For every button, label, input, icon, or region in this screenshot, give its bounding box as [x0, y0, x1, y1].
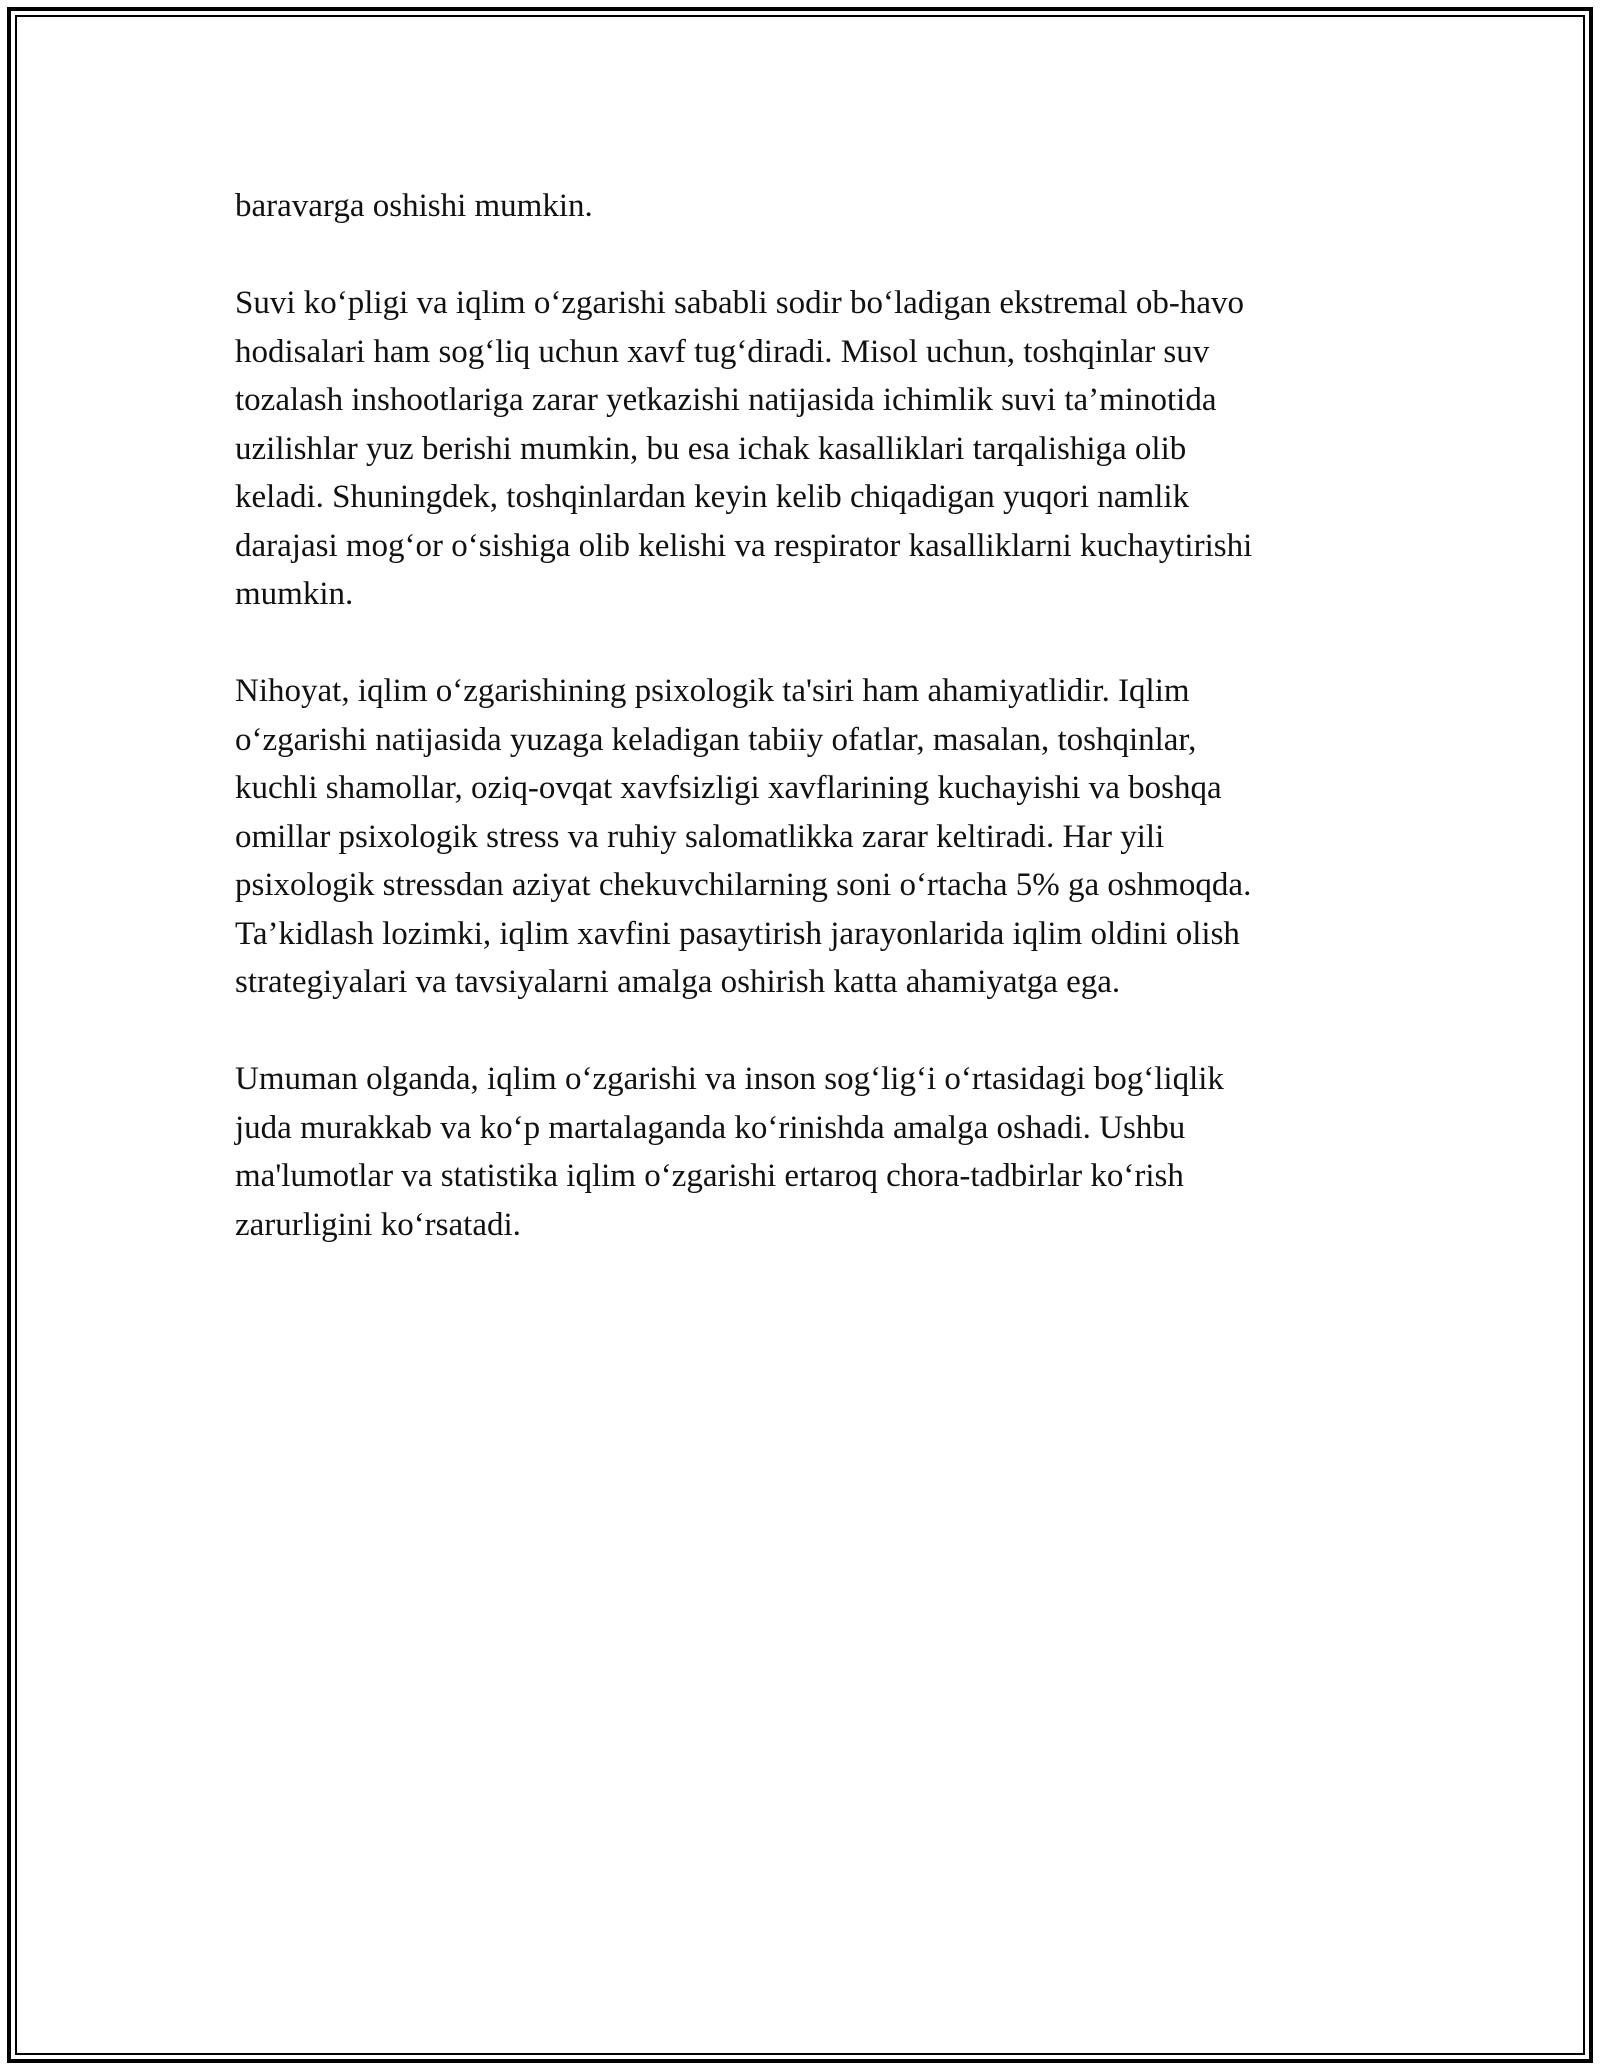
paragraph-continuation — [235, 182, 1380, 231]
text-line: ma'lumotlar va statistika iqlim o‘zgarishi ertaroq chora-tadbirlar ko‘rish — [235, 1158, 1184, 1194]
text-line: mumkin. — [235, 576, 354, 612]
paragraph-psychological-impact — [235, 667, 1380, 1007]
paragraph-conclusion — [235, 1055, 1380, 1249]
text-line: omillar psixologik stress va ruhiy salomatlikka zarar keltiradi. Har yili — [235, 818, 1165, 855]
text-line: kuchli shamollar, oziq-ovqat xavfsizligi xavflarining kuchayishi va boshqa — [235, 770, 1222, 806]
text-line: tozalash inshootlariga zarar yetkazishi natijasida ichimlik suvi ta’minotida — [235, 382, 1217, 418]
text-line: o‘zgarishi natijasida yuzaga keladigan tabiiy ofatlar, masalan, toshqinlar, — [235, 721, 1197, 758]
text-line: keladi. Shuningdek, toshqinlardan keyin kelib chiqadigan yuqori namlik — [235, 479, 1190, 515]
text-line: Ta’kidlash lozimki, iqlim xavfini pasaytirish jarayonlarida iqlim oldini olish — [235, 915, 1240, 952]
text-line: juda murakkab va ko‘p martalaganda ko‘rinishda amalga oshadi. Ushbu — [235, 1109, 1186, 1146]
document-body — [235, 182, 1380, 1298]
paragraph-extreme-weather — [235, 279, 1380, 619]
text-line: strategiyalari va tavsiyalarni amalga oshirish katta ahamiyatga ega. — [235, 964, 1121, 1000]
text-line: psixologik stressdan aziyat chekuvchilarning soni o‘rtacha 5% ga oshmoqda. — [235, 867, 1252, 903]
text-line: hodisalari ham sog‘liq uchun xavf tug‘diradi. Misol uchun, toshqinlar suv — [235, 333, 1210, 370]
text-line: Umuman olganda, iqlim o‘zgarishi va inson sog‘lig‘i o‘rtasidagi bog‘liqlik — [235, 1061, 1224, 1097]
text-line: darajasi mog‘or o‘sishiga olib kelishi va respirator kasalliklarni kuchaytirishi — [235, 527, 1253, 564]
text-line: Suvi ko‘pligi va iqlim o‘zgarishi sababli sodir bo‘ladigan ekstremal ob-havo — [235, 285, 1245, 321]
text-line: zarurligini ko‘rsatadi. — [235, 1206, 521, 1243]
text-line: Nihoyat, iqlim o‘zgarishining psixologik ta'siri ham ahamiyatlidir. Iqlim — [235, 673, 1190, 709]
text-line: uzilishlar yuz berishi mumkin, bu esa ichak kasalliklari tarqalishiga olib — [235, 430, 1187, 467]
text-line: baravarga oshishi mumkin. — [235, 188, 593, 224]
